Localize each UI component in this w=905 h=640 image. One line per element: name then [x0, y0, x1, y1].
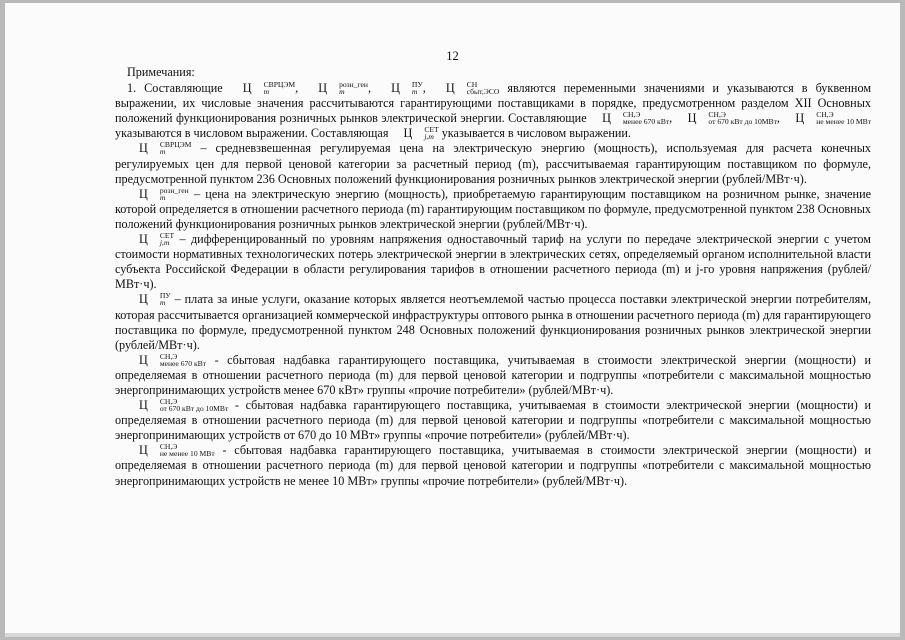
symbol-c-set: Ц СЕТ j,m	[403, 125, 439, 142]
definition-svrcem: Ц СВРЦЭМ m – средневзвешенная регулируемая цена на электрическую энергию (мощность), используемая для расчета конечных регулируемых цен для первой ценовой категории за расчетный период (m), рассчитываемая гарантирующим поставщиком по формуле, предусмотренной пунктом 236 Основных положений функционирования розничных рынков электрической энергии (рублей/МВт·ч).	[115, 140, 871, 186]
page-edge	[5, 633, 900, 637]
symbol-c-rozn-gen: Ц розн_ген m	[318, 79, 368, 97]
page-number: 12	[446, 49, 459, 63]
notes-content	[115, 65, 871, 489]
notes-paragraph-1: 1. Составляющие Ц СВРЦЭМ m , Ц розн_ген m , Ц ПУ m , Ц СН сбыт,ЭСО являются переменными значениями и указываются в буквенном выражении, их числовые значения рассчитываются гарантирующими поставщиками в порядке, предусмотренном разделом XII Основных положений функционирования розничных рынков электрической энергии. Составляющие Ц СН,Э менее 670 кВт , Ц СН,Э от 670 кВт до 10МВт , Ц СН,Э не менее 10 МВт указываются в числовом выражении. Составляющая Ц СЕТ j,m указывается в числовом выражении.	[115, 79, 872, 142]
symbol-c-svrcem: Ц СВРЦЭМ m	[242, 79, 296, 97]
symbol-c-pu: Ц ПУ m	[391, 79, 423, 97]
definition-set: Ц СЕТ j,m – дифференцированный по уровням напряжения одноставочный тариф на услуги по передаче электрической энергии с учетом стоимости нормативных технологических потерь электрической энергии в электрических сетях, определяемый органом исполнительной власти субъекта Российской Федерации в области регулирования тарифов в отношении расчетного периода (m) и j-го уровня напряжения (рублей/МВт·ч).	[115, 230, 872, 292]
notes-heading: Примечания:	[127, 65, 195, 79]
definition-rozn-gen: Ц розн_ген m – цена на электрическую энергию (мощность), приобретаемую гарантирующим поставщиком на розничном рынке, значение которой определяется в отношении расчетного периода (m) гарантирующим поставщиком по формуле, предусмотренной пунктом 238 Основных положений функционирования розничных рынков электрической энергии (рублей/МВт·ч).	[115, 185, 871, 231]
definition-670-10: Ц СН,Э от 670 кВт до 10МВт - сбытовая надбавка гарантирующего поставщика, учитываемая в стоимости электрической энергии (мощности) и определяемая в отношении расчетного периода (m) для первой ценовой категории и подгруппы «потребители с максимальной мощностью энергопринимающих устройств от 670 до 10 МВт» группы «прочие потребители» (рублей/МВт·ч).	[115, 396, 871, 443]
definition-lt670: Ц СН,Э менее 670 кВт - сбытовая надбавка гарантирующего поставщика, учитываемая в стоимости электрической энергии (мощности) и определяемая в отношении расчетного периода (m) для первой ценовой категории и подгруппы «потребители с максимальной мощностью энергопринимающих устройств менее 670 кВт» группы «прочие потребители» (рублей/МВт·ч).	[115, 351, 872, 397]
document-page	[5, 3, 900, 637]
symbol-c-670-10: Ц СН,Э от 670 кВт до 10МВт	[687, 110, 777, 127]
definition-pu: Ц ПУ m – плата за иные услуги, оказание которых является неотъемлемой частью процесса поставки электрической энергии потребителям, которая рассчитывается организацией коммерческой инфраструктуры оптового рынка в отношении расчетного периода (m) для гарантирующего поставщика по формуле, предусмотренной пунктом 248 Основных положений функционирования розничных рынков электрической энергии (рублей/МВт·ч).	[115, 291, 871, 352]
symbol-c-sbyt-eso: Ц СН сбыт,ЭСО	[445, 79, 500, 97]
symbol-c-lt670: Ц СН,Э менее 670 кВт	[602, 110, 670, 127]
symbol-c-ge10: Ц СН,Э не менее 10 МВт	[795, 110, 872, 127]
definition-ge10: Ц СН,Э не менее 10 МВт - сбытовая надбавка гарантирующего поставщика, учитываемая в стоимости электрической энергии (мощности) и определяемая в отношении расчетного периода (m) для первой ценовой категории и подгруппы «потребители с максимальной мощностью энергопринимающих устройств не менее 10 МВт» группы «прочие потребители» (рублей/МВт·ч).	[115, 442, 871, 488]
